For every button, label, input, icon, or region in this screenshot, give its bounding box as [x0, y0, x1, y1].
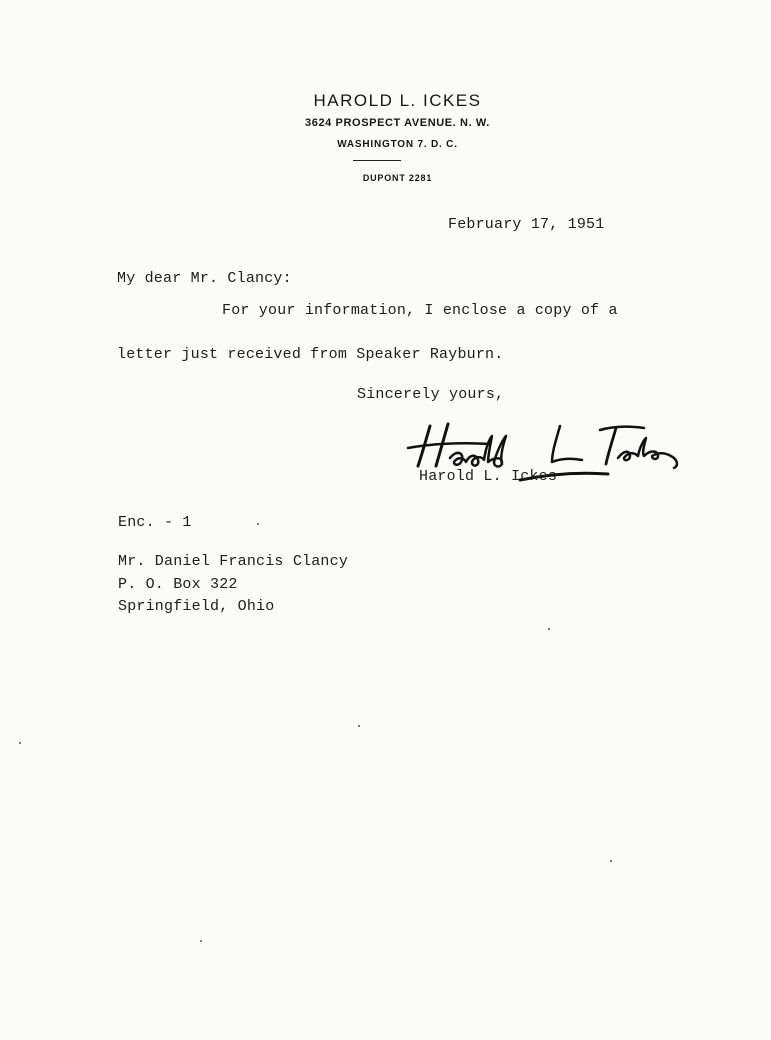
- paper-speck: [548, 628, 550, 630]
- paper-speck: [19, 742, 21, 744]
- typed-signature: Harold L. Ickes: [419, 468, 558, 485]
- letterhead-phone: DUPONT 2281: [362, 173, 433, 183]
- paper-speck: [358, 725, 360, 727]
- body-line-1: For your information, I enclose a copy of a: [222, 302, 618, 319]
- recipient-name: Mr. Daniel Francis Clancy: [118, 553, 349, 570]
- recipient-city: Springfield, Ohio: [118, 598, 275, 615]
- paper-speck: [200, 940, 202, 942]
- paper-speck: [257, 523, 259, 525]
- letterhead-divider: [353, 160, 401, 161]
- paper-speck: [610, 860, 612, 862]
- letter-date: February 17, 1951: [448, 216, 605, 233]
- letterhead-street: 3624 PROSPECT AVENUE. N. W.: [305, 117, 490, 129]
- closing: Sincerely yours,: [357, 386, 505, 403]
- salutation: My dear Mr. Clancy:: [117, 270, 292, 287]
- letterhead-name: HAROLD L. ICKES: [313, 91, 482, 110]
- letterhead-city: WASHINGTON 7. D. C.: [337, 139, 458, 150]
- recipient-po-box: P. O. Box 322: [118, 576, 238, 593]
- body-line-2: letter just received from Speaker Rayburn.: [117, 346, 504, 363]
- enclosure-note: Enc. - 1: [118, 514, 192, 531]
